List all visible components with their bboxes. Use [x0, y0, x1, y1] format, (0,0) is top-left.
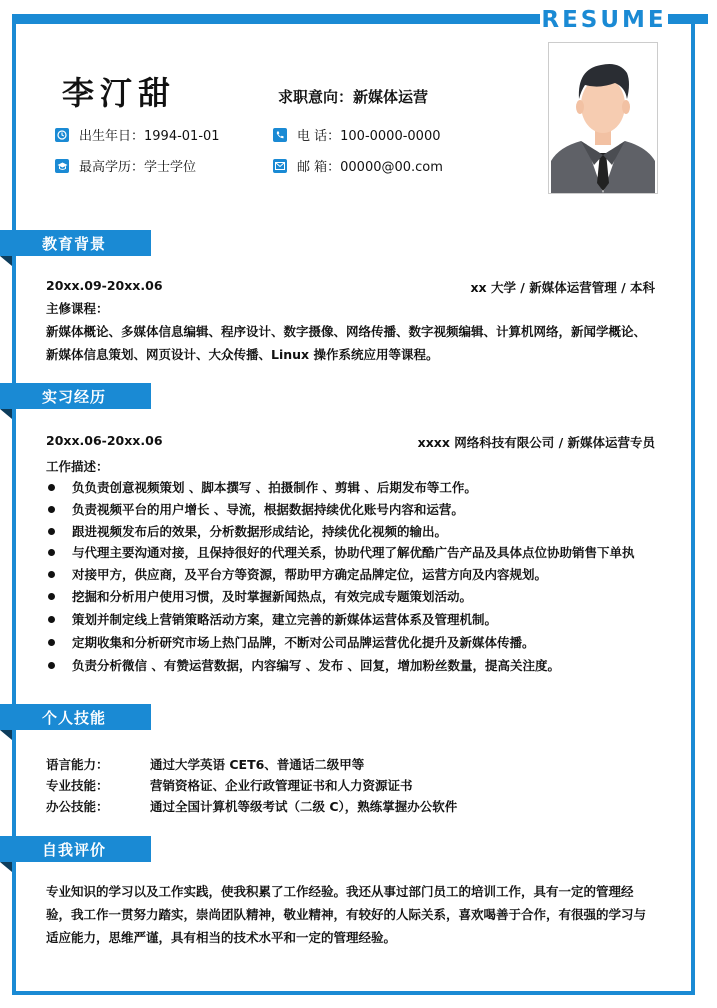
section-fold: [0, 409, 12, 419]
profile-photo: [548, 42, 658, 194]
clock-icon: [55, 128, 69, 142]
list-item: 负责视频平台的用户增长 、导流，根据数据持续优化账号内容和运营。: [46, 500, 464, 518]
list-item: 挖掘和分析用户使用习惯，及时掌握新闻热点，有效完成专题策划活动。: [46, 587, 472, 605]
info-phone: [273, 125, 441, 144]
top-accent-bar: [12, 14, 540, 24]
section-fold: [0, 256, 12, 266]
self-evaluation-text: 专业知识的学习以及工作实践，使我积累了工作经验。我还从事过部门员工的培训工作，具有一定的管理经验，我工作一贯努力踏实，崇尚团队精神，敬业精神，有较好的人际关系，喜欢喝善于合作，有很强的学习与适应能力，思维严谨，具有相当的技术水平和一定的管理经验。: [46, 884, 647, 945]
info-email: [273, 156, 443, 175]
resume-label: RESUME: [540, 4, 668, 36]
info-birth: [55, 125, 220, 144]
section-education-header: 教育背景: [0, 230, 151, 256]
graduation-cap-icon: [55, 159, 69, 173]
internship-company: xxxx 网络科技有限公司 / 新媒体运营专员: [417, 435, 655, 450]
courses-label: 主修课程：: [46, 301, 109, 316]
list-item: 与代理主要沟通对接，且保持很好的代理关系，协助代理了解优酷广告产品及具体点位协助销售下单执: [46, 543, 635, 561]
section-skills-header: 个人技能: [0, 704, 151, 730]
info-education: [55, 156, 196, 175]
courses-text: 新媒体概论、多媒体信息编辑、程序设计、数字摄像、网络传播、数字视频编辑、计算机网络，新闻学概论、新媒体信息策划、网页设计、大众传播、Linux 操作系统应用等课程。: [46, 324, 647, 362]
skill-value: 通过全国计算机等级考试（二级 C），熟练掌握办公软件: [150, 799, 458, 814]
skill-label: 语言能力：: [46, 757, 109, 772]
education-school: xx 大学 / 新媒体运营管理 / 本科: [470, 280, 655, 295]
list-item: 策划并制定线上营销策略活动方案，建立完善的新媒体运营体系及管理机制。: [46, 610, 497, 628]
envelope-icon: [273, 159, 287, 173]
list-item: 对接甲方，供应商，及平台方等资源，帮助甲方确定品牌定位，运营方向及内容规划。: [46, 565, 547, 583]
skill-label: 办公技能：: [46, 799, 109, 814]
birth-text: 出生年日：1994-01-01: [79, 129, 220, 144]
list-item: 定期收集和分析研究市场上热门品牌，不断对公司品牌运营优化提升及新媒体传播。: [46, 633, 535, 651]
list-item: 跟进视频发布后的效果，分析数据形成结论，持续优化视频的输出。: [46, 522, 447, 540]
section-fold: [0, 862, 12, 872]
phone-text: 电 话：100-0000-0000: [297, 129, 441, 144]
internship-date: 20xx.06-20xx.06: [46, 433, 163, 448]
candidate-name: 李汀甜: [62, 74, 177, 112]
skill-value: 通过大学英语 CET6、普通话二级甲等: [150, 757, 365, 772]
skill-label: 专业技能：: [46, 778, 109, 793]
section-fold: [0, 730, 12, 740]
email-text: 邮 箱：00000@00.com: [297, 160, 443, 175]
job-objective: 求职意向：新媒体运营: [278, 88, 429, 106]
education-text: 最高学历：学士学位: [79, 160, 197, 175]
work-desc-label: 工作描述：: [46, 459, 109, 474]
section-internship-header: 实习经历: [0, 383, 151, 409]
education-date: 20xx.09-20xx.06: [46, 278, 163, 293]
list-item: 负负责创意视频策划 、脚本撰写 、拍摄制作 、剪辑 、后期发布等工作。: [46, 478, 477, 496]
top-accent-bar-right: [668, 14, 708, 24]
list-item: 负责分析微信 、有赞运营数据，内容编写 、发布 、回复，增加粉丝数量，提高关注度。: [46, 656, 560, 674]
section-self-header: 自我评价: [0, 836, 151, 862]
phone-icon: [273, 128, 287, 142]
avatar-illustration-icon: [549, 43, 657, 193]
skill-value: 营销资格证、企业行政管理证书和人力资源证书: [150, 778, 413, 793]
